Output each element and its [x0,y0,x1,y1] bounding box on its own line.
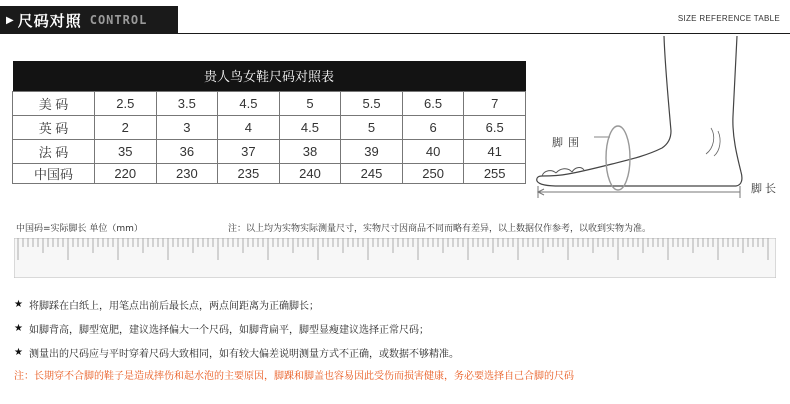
table-cell: 2 [95,115,157,139]
table-cell: 6.5 [464,115,526,139]
ruler-disclaimer: 注：以上均为实物实际测量尺寸，实物尺寸因商品不同而略有差异，以上数据仅作参考，以收到实物为准。 [228,224,652,234]
table-cell: 250 [402,163,464,183]
row-label: 英 码 [13,115,95,139]
header-title: 尺码对照 [17,11,82,30]
table-cell: 2.5 [95,91,157,115]
table-cell: 5 [341,115,403,139]
table-cell: 40 [402,139,464,163]
table-row [13,115,526,139]
table-cell: 245 [341,163,403,183]
row-label: 法 码 [13,139,95,163]
table-title: 贵人鸟女鞋尺码对照表 [13,61,526,91]
star-icon: ★ [14,298,23,310]
star-icon: ★ [14,322,23,334]
table-cell: 36 [156,139,218,163]
table-cell: 3.5 [156,91,218,115]
header-tab [0,6,178,34]
table-cell: 4 [218,115,280,139]
table-cell: 6 [402,115,464,139]
table-cell: 235 [218,163,280,183]
table-cell: 35 [95,139,157,163]
table-cell: 220 [95,163,157,183]
note-item [14,292,774,316]
table-cell: 6.5 [402,91,464,115]
note-item [14,316,774,340]
measuring-ruler [14,238,776,278]
header-subtitle: CONTROL [89,13,148,27]
notes-section [14,292,774,384]
size-table-body [13,91,526,183]
note-text: 将脚踩在白纸上，用笔点出前后最长点，两点间距离为正确脚长； [28,300,319,312]
table-row [13,91,526,115]
note-text: 测量出的尺码应与平时穿着尺码大致相同，如有较大偏差说明测量方式不正确，或数据不够精准。 [28,348,459,360]
table-cell: 5 [279,91,341,115]
ruler-unit-caption: 中国码=实际脚长 单位（mm） [16,224,143,234]
header-divider [178,33,790,34]
table-cell: 39 [341,139,403,163]
table-cell: 4.5 [279,115,341,139]
table-cell: 38 [279,139,341,163]
table-cell: 37 [218,139,280,163]
size-chart-table [12,61,526,184]
table-cell: 7 [464,91,526,115]
girth-label: 脚围 [552,136,584,149]
table-row [13,163,526,183]
table-cell: 240 [279,163,341,183]
size-reference-label: SIZE REFERENCE TABLE [677,14,780,23]
leg-outline [537,36,742,186]
warning-note: 注：长期穿不合脚的鞋子是造成摔伤和起水泡的主要原因，脚踝和脚盖也容易因此受伤而损害健康，务必要选择自己合脚的尺码 [14,370,574,382]
foot-illustration [528,36,790,201]
length-label: 脚长 [751,182,779,195]
row-label: 美 码 [13,91,95,115]
foot-diagram [528,36,790,201]
note-item [14,340,774,364]
table-cell: 3 [156,115,218,139]
table-cell: 5.5 [341,91,403,115]
star-icon: ★ [14,346,23,358]
play-arrow-icon: ▶ [6,14,14,26]
table-cell: 41 [464,139,526,163]
section-header [0,0,790,40]
table-cell: 230 [156,163,218,183]
table-cell: 4.5 [218,91,280,115]
note-text: 如脚背高，脚型宽肥，建议选择偏大一个尺码，如脚背扁平，脚型显瘦建议选择正常尺码； [28,324,429,336]
row-label: 中国码 [13,163,95,183]
table-cell: 255 [464,163,526,183]
table-row [13,139,526,163]
